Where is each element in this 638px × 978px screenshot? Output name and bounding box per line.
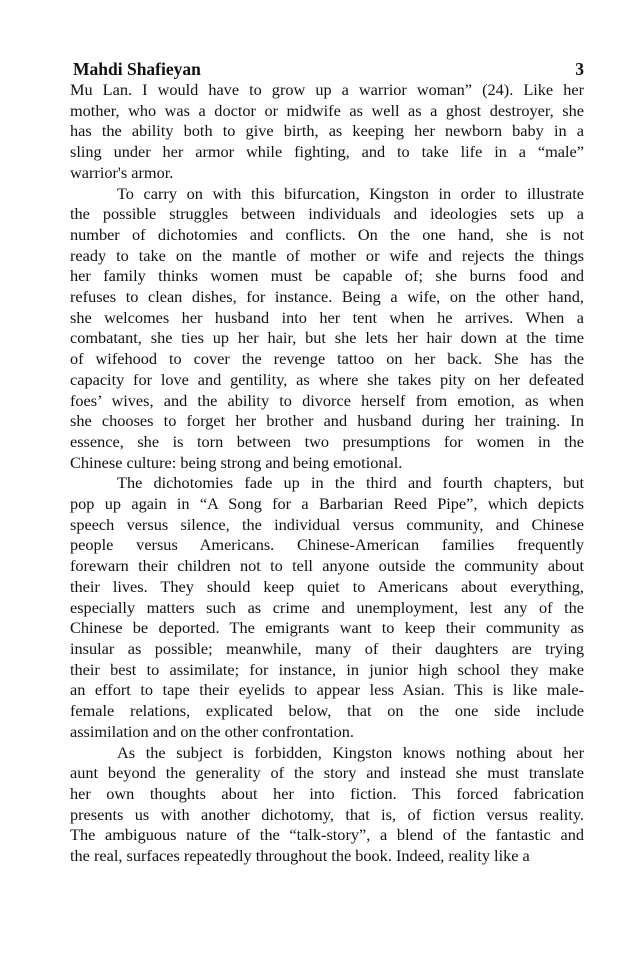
paragraph [70, 80, 584, 184]
text-line: pop up again in “A Song for a Barbarian Reed Pipe”, which depicts [70, 494, 584, 514]
text-line: refuses to clean dishes, for instance. Being a wife, on the other hand, [70, 287, 584, 307]
text-line: capacity for love and gentility, as where she takes pity on her defeated [70, 369, 584, 389]
text-line: she chooses to forget her brother and husband during her training. In [70, 411, 584, 431]
text-line: ready to take on the mantle of mother or wife and rejects the things [70, 245, 584, 265]
document-page [70, 58, 584, 867]
paragraph [70, 743, 584, 867]
text-line: warrior's armor. [70, 162, 174, 182]
text-line: As the subject is forbidden, Kingston knows nothing about her [117, 742, 584, 762]
text-line: combatant, she ties up her hair, but she lets her hair down at the time [70, 328, 584, 348]
text-line: essence, she is torn between two presumptions for women in the [70, 431, 584, 451]
text-line: female relations, explicated below, that on the one side include [70, 701, 584, 721]
text-line: Chinese be deported. The emigrants want to keep their community as [70, 618, 584, 638]
text-line: presents us with another dichotomy, that is, of fiction versus reality. [70, 804, 584, 824]
text-line: especially matters such as crime and unemployment, lest any of the [70, 597, 584, 617]
running-header [70, 58, 584, 80]
text-line: The ambiguous nature of the “talk-story”, a blend of the fantastic and [70, 825, 584, 845]
text-line: of wifehood to cover the revenge tattoo on her back. She has the [70, 349, 584, 369]
text-line: her family thinks women must be capable of; she burns food and [70, 266, 584, 286]
text-line: insular as possible; meanwhile, many of their daughters are trying [70, 638, 584, 658]
text-line: number of dichotomies and conflicts. On the one hand, she is not [70, 224, 584, 244]
paragraph [70, 473, 584, 742]
text-line: The dichotomies fade up in the third and fourth chapters, but [117, 473, 584, 493]
text-line: has the ability both to give birth, as keeping her newborn baby in a [70, 121, 584, 141]
text-line: mother, who was a doctor or midwife as well as a ghost destroyer, she [70, 100, 584, 120]
text-line: their best to assimilate; for instance, in junior high school they make [70, 659, 584, 679]
body-text [70, 80, 584, 867]
header-page-number: 3 [575, 59, 584, 79]
text-line: assimilation and on the other confrontation. [70, 721, 354, 741]
text-line: she welcomes her husband into her tent when he arrives. When a [70, 307, 584, 327]
text-line: sling under her armor while fighting, and to take life in a “male” [70, 142, 584, 162]
text-line: foes’ wives, and the ability to divorce herself from emotion, as when [70, 390, 584, 410]
text-line: the possible struggles between individuals and ideologies sets up a [70, 204, 584, 224]
text-line: their lives. They should keep quiet to Americans about everything, [70, 576, 584, 596]
text-line: people versus Americans. Chinese-American families frequently [70, 535, 584, 555]
text-line: Chinese culture: being strong and being emotional. [70, 452, 403, 472]
text-line: aunt beyond the generality of the story and instead she must translate [70, 763, 584, 783]
header-author: Mahdi Shafieyan [73, 59, 201, 79]
text-line: speech versus silence, the individual versus community, and Chinese [70, 514, 584, 534]
paragraph [70, 184, 584, 474]
text-line: forewarn their children not to tell anyone outside the community about [70, 556, 584, 576]
text-line: Mu Lan. I would have to grow up a warrior woman” (24). Like her [70, 80, 584, 99]
text-line: the real, surfaces repeatedly throughout the book. Indeed, reality like a [70, 846, 530, 866]
text-line: To carry on with this bifurcation, Kingston in order to illustrate [117, 183, 584, 203]
text-line: her own thoughts about her into fiction. This forced fabrication [70, 783, 584, 803]
text-line: an effort to tape their eyelids to appear less Asian. This is like male- [70, 680, 584, 700]
